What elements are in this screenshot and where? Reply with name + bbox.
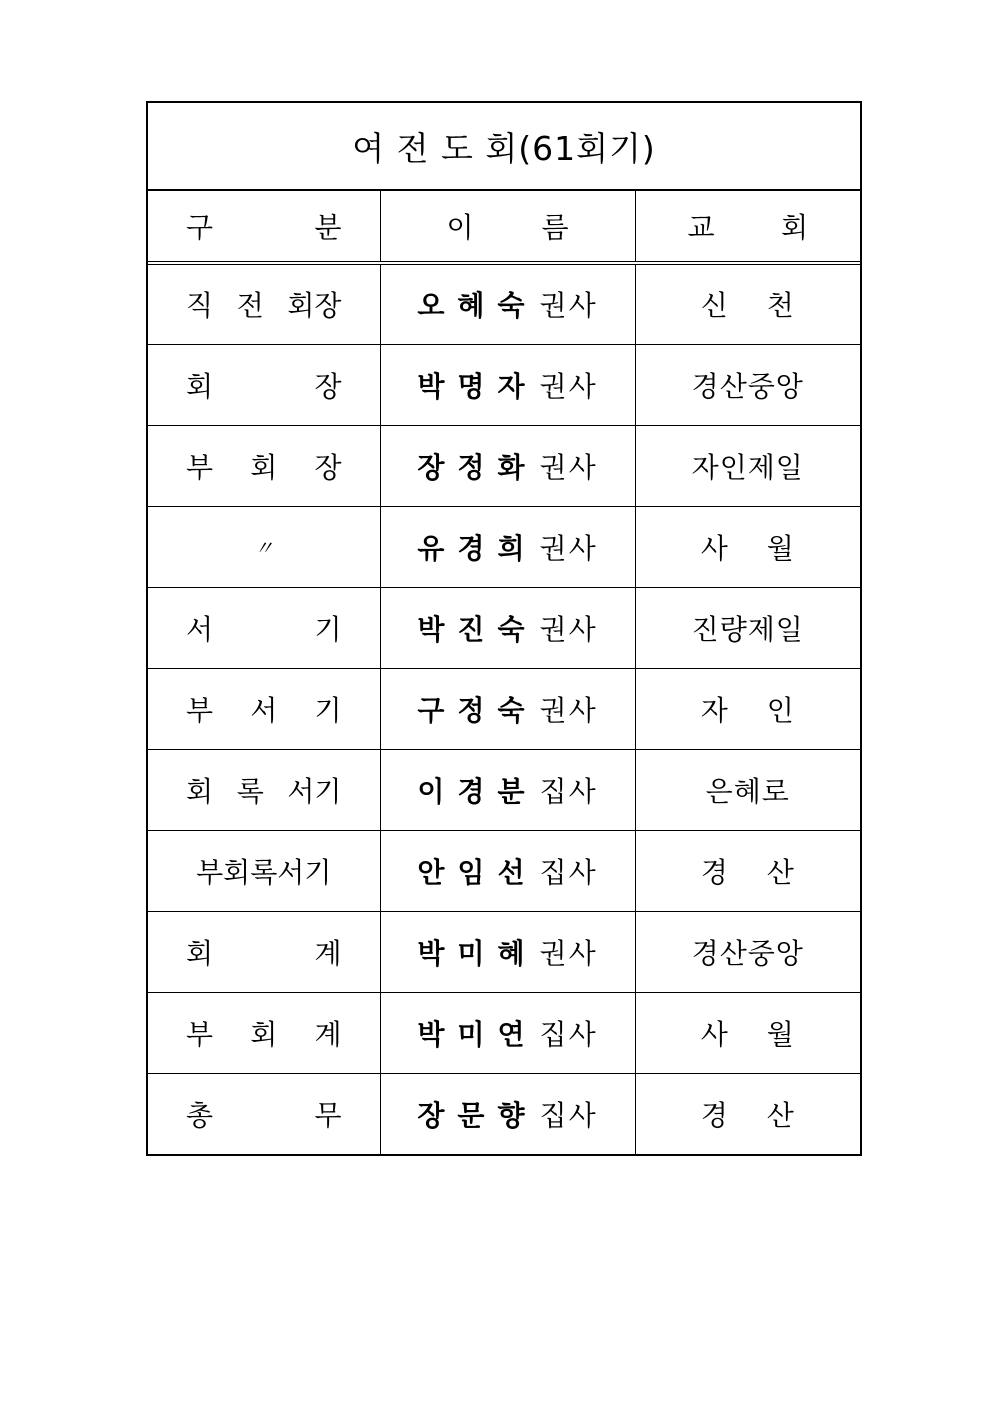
table-row bbox=[148, 992, 860, 1073]
role-text: 부 bbox=[186, 450, 214, 484]
church-text: 은혜로 bbox=[705, 774, 790, 808]
role-text: 전 bbox=[236, 289, 264, 323]
church-text: 월 bbox=[766, 1017, 795, 1051]
person-name: 구정숙 bbox=[417, 693, 538, 727]
church-cell bbox=[635, 263, 860, 344]
church-text: 경 bbox=[700, 1098, 729, 1132]
role-cell bbox=[148, 506, 380, 587]
person-title: 집사 bbox=[539, 774, 598, 808]
church-cell bbox=[635, 830, 860, 911]
person-name: 유경희 bbox=[417, 531, 538, 565]
role-text: 장 bbox=[314, 450, 342, 484]
role-text: 부 bbox=[186, 693, 214, 727]
person-name: 박명자 bbox=[417, 369, 538, 403]
table-row bbox=[148, 668, 860, 749]
table-title-text: 여 전 도 회(61회기) bbox=[352, 128, 656, 168]
church-text: 산 bbox=[766, 1098, 795, 1132]
church-text: 신 bbox=[700, 289, 729, 323]
role-cell bbox=[148, 263, 380, 344]
church-text: 사 bbox=[700, 1017, 729, 1051]
role-text: 회 bbox=[186, 369, 214, 403]
officers-table bbox=[148, 191, 860, 1154]
role-text: 기 bbox=[314, 612, 342, 646]
church-text: 경산중앙 bbox=[691, 369, 804, 403]
header-role-part: 분 bbox=[314, 211, 342, 244]
person-name: 오혜숙 bbox=[417, 289, 538, 323]
person-name: 박미연 bbox=[417, 1017, 538, 1051]
header-name-part: 이 bbox=[446, 211, 474, 244]
role-text: 록 bbox=[236, 774, 264, 808]
church-cell bbox=[635, 1073, 860, 1154]
church-text: 사 bbox=[700, 531, 729, 565]
role-text: 서 bbox=[186, 612, 214, 646]
role-cell bbox=[148, 749, 380, 830]
role-text: 장 bbox=[314, 369, 342, 403]
church-cell bbox=[635, 992, 860, 1073]
role-cell bbox=[148, 992, 380, 1073]
person-title: 권사 bbox=[539, 450, 598, 484]
person-name: 박미혜 bbox=[417, 936, 538, 970]
role-text: 회 bbox=[186, 774, 214, 808]
name-cell bbox=[380, 344, 635, 425]
header-role-part: 구 bbox=[186, 211, 214, 244]
role-text: 총 bbox=[186, 1098, 214, 1132]
header-name bbox=[380, 191, 635, 263]
church-text: 진량제일 bbox=[691, 612, 804, 646]
church-text: 경산중앙 bbox=[691, 936, 804, 970]
person-title: 권사 bbox=[539, 289, 598, 323]
role-text: 회 bbox=[186, 936, 214, 970]
role-text: 〃 bbox=[253, 536, 274, 560]
person-title: 집사 bbox=[539, 1017, 598, 1051]
person-name: 장정화 bbox=[417, 450, 538, 484]
person-title: 권사 bbox=[539, 936, 598, 970]
church-cell bbox=[635, 506, 860, 587]
person-title: 권사 bbox=[539, 612, 598, 646]
table-row bbox=[148, 749, 860, 830]
person-name: 이경분 bbox=[417, 774, 538, 808]
church-cell bbox=[635, 749, 860, 830]
church-cell bbox=[635, 425, 860, 506]
officers-table-frame bbox=[146, 101, 862, 1156]
role-text: 부 bbox=[186, 1017, 214, 1051]
officers-rows bbox=[148, 263, 860, 1154]
church-cell bbox=[635, 344, 860, 425]
role-text: 서 bbox=[250, 693, 278, 727]
name-cell bbox=[380, 263, 635, 344]
name-cell bbox=[380, 668, 635, 749]
role-text: 기 bbox=[314, 693, 342, 727]
church-text: 산 bbox=[766, 855, 795, 889]
church-text: 인 bbox=[766, 693, 795, 727]
name-cell bbox=[380, 1073, 635, 1154]
table-title bbox=[148, 103, 860, 191]
table-row bbox=[148, 830, 860, 911]
church-text: 경 bbox=[700, 855, 729, 889]
table-row bbox=[148, 425, 860, 506]
name-cell bbox=[380, 992, 635, 1073]
person-name: 박진숙 bbox=[417, 612, 538, 646]
name-cell bbox=[380, 749, 635, 830]
person-name: 장문향 bbox=[417, 1098, 538, 1132]
name-cell bbox=[380, 506, 635, 587]
table-row bbox=[148, 344, 860, 425]
table-row bbox=[148, 506, 860, 587]
church-cell bbox=[635, 587, 860, 668]
person-title: 권사 bbox=[539, 369, 598, 403]
role-cell bbox=[148, 668, 380, 749]
role-text: 회장 bbox=[287, 289, 342, 323]
church-cell bbox=[635, 911, 860, 992]
header-name-part: 름 bbox=[541, 211, 569, 244]
role-cell bbox=[148, 911, 380, 992]
person-title: 권사 bbox=[539, 693, 598, 727]
person-title: 집사 bbox=[539, 1098, 598, 1132]
church-text: 자 bbox=[700, 693, 729, 727]
name-cell bbox=[380, 587, 635, 668]
name-cell bbox=[380, 911, 635, 992]
header-church-part: 회 bbox=[780, 211, 808, 244]
role-cell bbox=[148, 1073, 380, 1154]
role-cell bbox=[148, 344, 380, 425]
header-role bbox=[148, 191, 380, 263]
role-cell bbox=[148, 587, 380, 668]
header-row bbox=[148, 191, 860, 263]
header-church bbox=[635, 191, 860, 263]
role-cell bbox=[148, 425, 380, 506]
person-title: 집사 bbox=[539, 855, 598, 889]
table-row bbox=[148, 587, 860, 668]
name-cell bbox=[380, 425, 635, 506]
church-text: 자인제일 bbox=[691, 450, 804, 484]
person-title: 권사 bbox=[539, 531, 598, 565]
table-row bbox=[148, 911, 860, 992]
role-text: 무 bbox=[314, 1098, 342, 1132]
church-cell bbox=[635, 668, 860, 749]
role-text: 계 bbox=[314, 1017, 342, 1051]
table-row bbox=[148, 1073, 860, 1154]
header-church-part: 교 bbox=[687, 211, 715, 244]
name-cell bbox=[380, 830, 635, 911]
person-name: 안임선 bbox=[417, 855, 538, 889]
church-text: 천 bbox=[766, 289, 795, 323]
role-cell bbox=[148, 830, 380, 911]
role-text: 계 bbox=[314, 936, 342, 970]
role-text: 서기 bbox=[287, 774, 342, 808]
table-row bbox=[148, 263, 860, 344]
role-text: 직 bbox=[186, 289, 214, 323]
role-text: 회 bbox=[250, 1017, 278, 1051]
role-text: 회 bbox=[250, 450, 278, 484]
church-text: 월 bbox=[766, 531, 795, 565]
role-text: 부회록서기 bbox=[196, 855, 332, 889]
